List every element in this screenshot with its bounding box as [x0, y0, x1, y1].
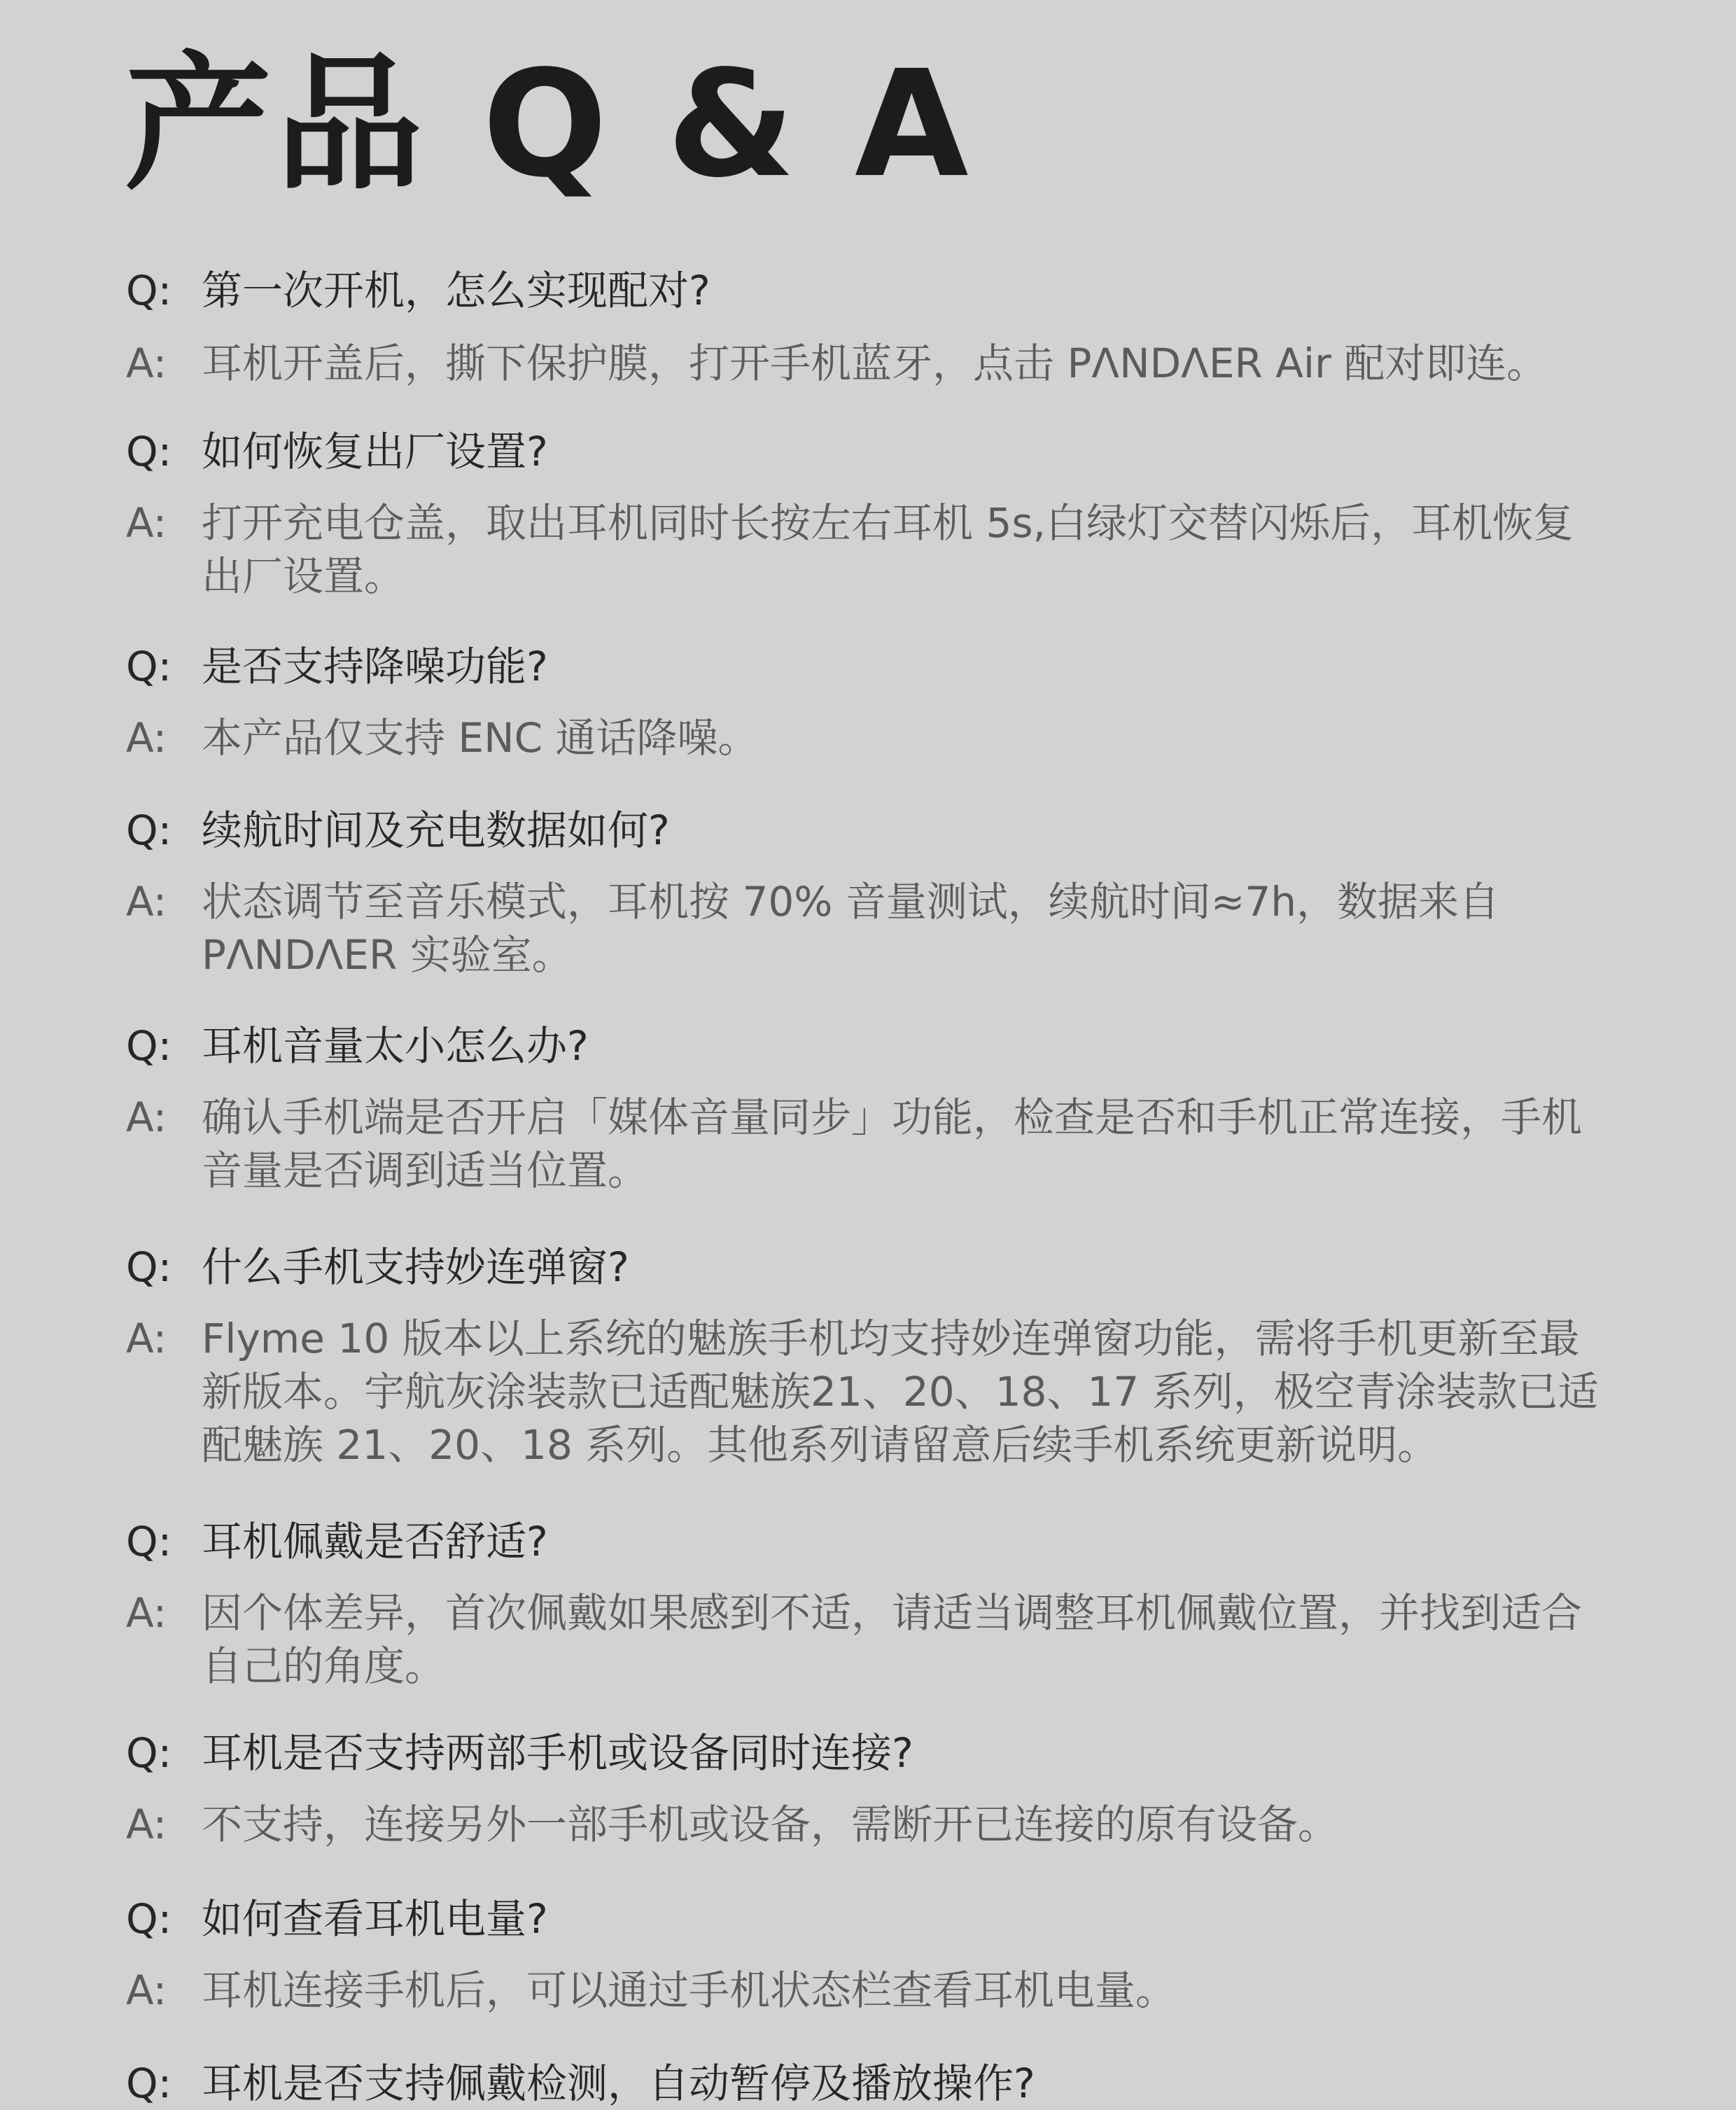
- answer-prefix: A:: [126, 1801, 167, 1848]
- page-title: 产品 Q & A: [125, 39, 973, 210]
- question-text: 耳机是否支持佩戴检测，自动暂停及播放操作?: [202, 2060, 1035, 2107]
- answer-text: 因个体差异，首次佩戴如果感到不适，请适当调整耳机佩戴位置，并找到适合自己的角度。: [202, 1589, 1583, 1690]
- question-prefix: Q:: [126, 1729, 172, 1777]
- answer-1: [126, 337, 1638, 390]
- question-10: [126, 2057, 1638, 2110]
- answer-9: [126, 1964, 1638, 2017]
- answer-4: [126, 875, 1638, 981]
- question-prefix: Q:: [126, 428, 172, 475]
- question-3: [126, 640, 1638, 693]
- answer-8: [126, 1798, 1638, 1851]
- answer-text: 本产品仅支持 ENC 通话降噪。: [202, 714, 759, 762]
- question-5: [126, 1019, 1638, 1073]
- answer-prefix: A:: [126, 1966, 167, 2014]
- answer-prefix: A:: [126, 878, 167, 925]
- answer-text: 耳机连接手机后，可以通过手机状态栏查看耳机电量。: [202, 1966, 1177, 2014]
- answer-7: [126, 1586, 1638, 1693]
- question-9: [126, 1892, 1638, 1945]
- question-8: [126, 1726, 1638, 1780]
- answer-text: 打开充电仓盖，取出耳机同时长按左右耳机 5s,白绿灯交替闪烁后，耳机恢复出厂设置。: [202, 499, 1574, 600]
- question-prefix: Q:: [126, 2060, 172, 2107]
- answer-text: 状态调节至音乐模式，耳机按 70% 音量测试，续航时间≈7h，数据来自 PΛNDΛER 实验室。: [202, 878, 1500, 979]
- answer-prefix: A:: [126, 714, 167, 762]
- question-6: [126, 1241, 1638, 1294]
- question-1: [126, 264, 1638, 317]
- answer-prefix: A:: [126, 499, 167, 547]
- question-text: 什么手机支持妙连弹窗?: [202, 1243, 629, 1291]
- question-prefix: Q:: [126, 267, 172, 314]
- question-2: [126, 425, 1638, 478]
- question-text: 第一次开机，怎么实现配对?: [202, 267, 710, 314]
- question-text: 耳机是否支持两部手机或设备同时连接?: [202, 1729, 913, 1777]
- answer-2: [126, 496, 1638, 603]
- answer-text: Flyme 10 版本以上系统的魅族手机均支持妙连弹窗功能，需将手机更新至最新版本。宇航灰涂装款已适配魅族21、20、18、17 系列，极空青涂装款已适配魅族 21、20、18 系列。其他系列请留意后续手机系统更新说明。: [202, 1315, 1599, 1469]
- question-prefix: Q:: [126, 1518, 172, 1565]
- question-text: 续航时间及充电数据如何?: [202, 806, 670, 854]
- question-prefix: Q:: [126, 806, 172, 854]
- answer-prefix: A:: [126, 1094, 167, 1141]
- answer-text: 不支持，连接另外一部手机或设备，需断开已连接的原有设备。: [202, 1801, 1339, 1848]
- answer-prefix: A:: [126, 340, 167, 387]
- question-4: [126, 804, 1638, 857]
- question-prefix: Q:: [126, 1243, 172, 1291]
- question-7: [126, 1515, 1638, 1568]
- question-text: 是否支持降噪功能?: [202, 643, 548, 690]
- question-text: 耳机音量太小怎么办?: [202, 1022, 589, 1070]
- question-prefix: Q:: [126, 1895, 172, 1943]
- question-text: 耳机佩戴是否舒适?: [202, 1518, 548, 1565]
- answer-prefix: A:: [126, 1589, 167, 1637]
- question-prefix: Q:: [126, 1022, 172, 1070]
- answer-3: [126, 711, 1638, 764]
- answer-text: 确认手机端是否开启「媒体音量同步」功能，检查是否和手机正常连接，手机音量是否调到适当位置。: [202, 1094, 1583, 1194]
- question-text: 如何查看耳机电量?: [202, 1895, 548, 1943]
- question-prefix: Q:: [126, 643, 172, 690]
- answer-5: [126, 1091, 1638, 1197]
- question-text: 如何恢复出厂设置?: [202, 428, 548, 475]
- answer-text: 耳机开盖后，撕下保护膜，打开手机蓝牙，点击 PΛNDΛER Air 配对即连。: [202, 340, 1548, 387]
- answer-6: [126, 1312, 1638, 1472]
- answer-prefix: A:: [126, 1315, 167, 1362]
